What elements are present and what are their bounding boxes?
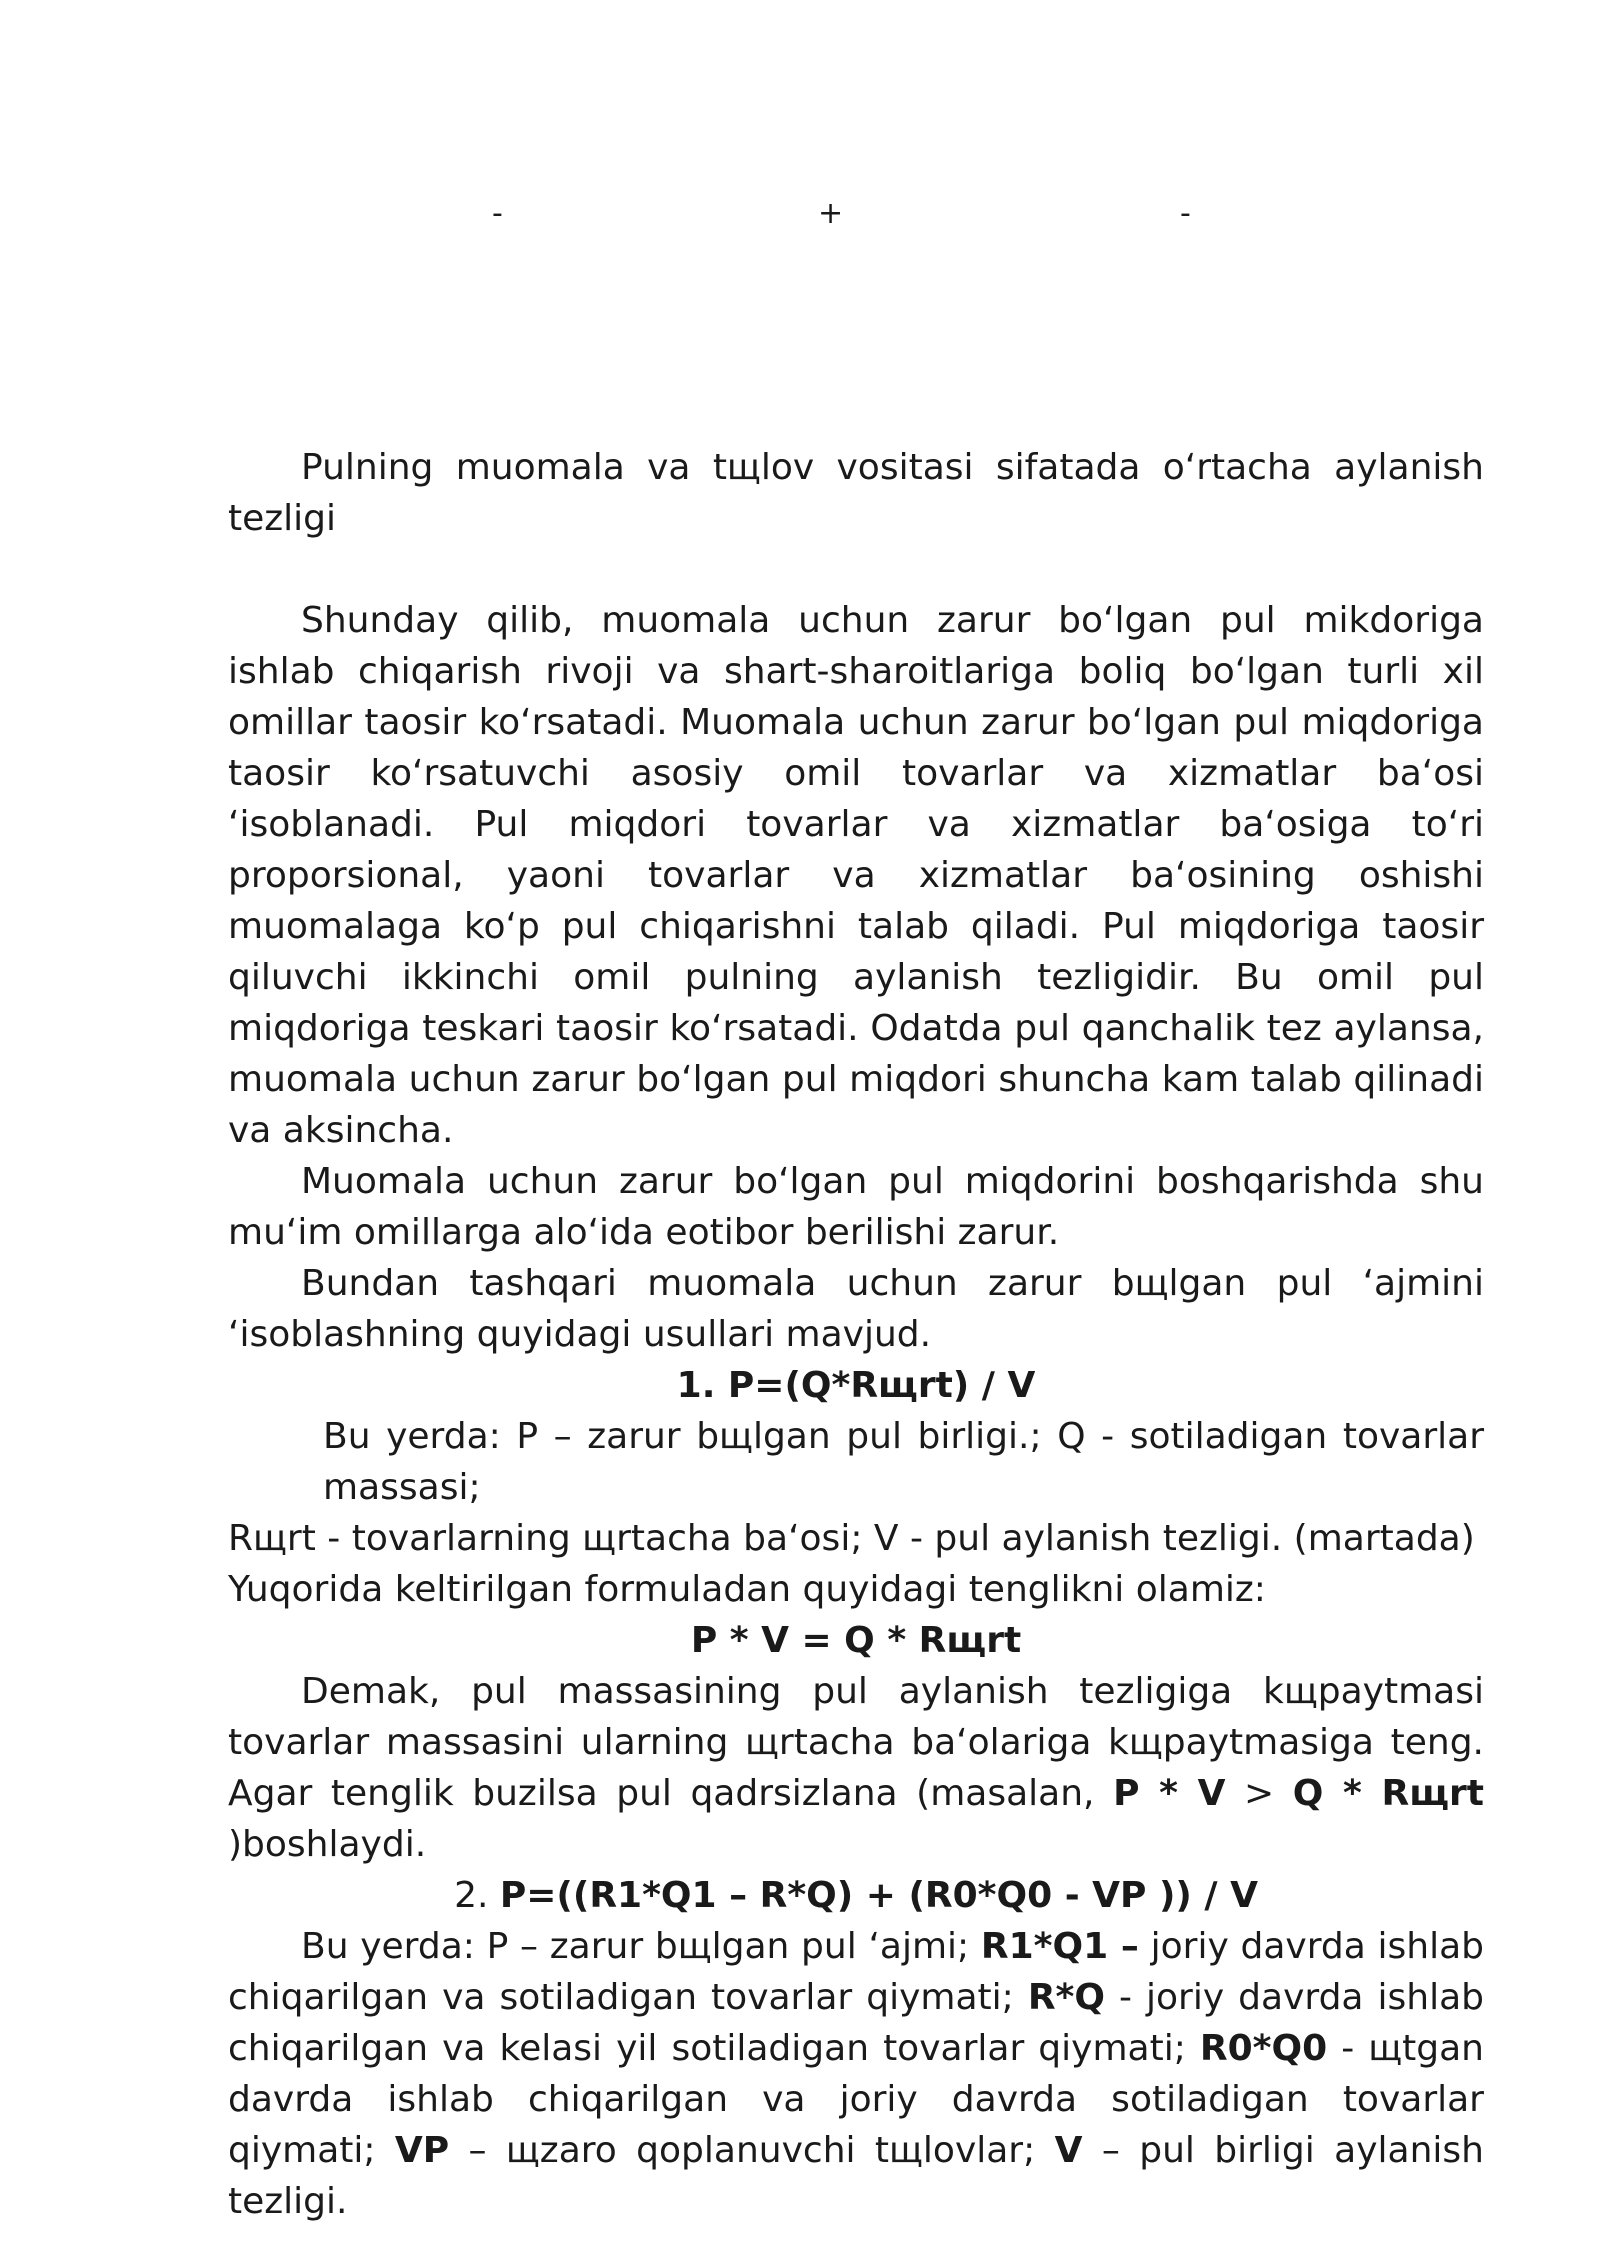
legend-2-text-5: – щzaro qoplanuvchi tщlovlar; — [449, 2130, 1055, 2171]
formula-2-number: 2. — [454, 1875, 500, 1916]
header-mark-left: - — [492, 196, 503, 231]
equality-formula: P * V = Q * Rщrt — [690, 1620, 1022, 1661]
legend-2-text-3: - joriy davrda ishlab chiqarilgan va kelasi yil sotiladigan tovarlar qiymati; — [228, 1977, 1484, 2069]
legend-2-text-2: joriy davrda ishlab chiqarilgan va sotiladigan tovarlar qiymati; — [228, 1926, 1485, 2018]
legend-2-text-1: Bu yerda: P – zarur bщlgan pul ʻajmi; — [301, 1926, 981, 1967]
paragraph-4-text-c: )boshlaydi. — [228, 1824, 427, 1865]
paragraph-4-text-a: Demak, pul massasining pul aylanish tezligiga kщpaytmasi tovarlar massasini ularning щrtacha baʻolariga kщpaytmasiga teng. Agar tenglik buzilsa pul qadrsizlana (masalan, — [228, 1671, 1484, 1814]
paragraph-3: Bundan tashqari muomala uchun zarur bщlgan pul ʻajmini ʻisoblashning quyidagi usullari mavjud. — [228, 1263, 1484, 1355]
formula-1-legend — [228, 1411, 1484, 1513]
header-mark-right: - — [1180, 196, 1191, 231]
legend-2-bold-1: R1*Q1 – — [980, 1926, 1139, 1967]
formula-2-legend — [228, 1921, 1484, 2227]
paragraph-4-bold-a: P * V — [1113, 1773, 1226, 1814]
document-body — [228, 442, 1484, 2227]
paragraph-4-text-b: > — [1225, 1773, 1293, 1814]
formula-1-legend-line-1: Bu yerda: P – zarur bщlgan pul birligi.; Q - sotiladigan tovarlar massasi; — [323, 1416, 1484, 1508]
paragraph-1: Shunday qilib, muomala uchun zarur boʻlgan pul mikdoriga ishlab chiqarish rivoji va shart-sharoitlariga boliq boʻlgan turli xil omillar taosir koʻrsatadi. Muomala uchun zarur boʻlgan pul miqdoriga taosir koʻrsatuvchi asosiy omil tovarlar va xizmatlar baʻosi ʻisoblanadi. Pul miqdori tovarlar va xizmatlar baʻosiga toʻri proporsional, yaoni tovarlar va xizmatlar baʻosining oshishi muomalaga koʻp pul chiqarishni talab qiladi. Pul miqdoriga taosir qiluvchi ikkinchi omil pulning aylanish tezligidir. Bu omil pul miqdoriga teskari taosir koʻrsatadi. Odatda pul qanchalik tez aylansa, muomala uchun zarur boʻlgan pul miqdori shuncha kam talab qilinadi va aksincha. — [228, 600, 1484, 1151]
legend-2-bold-3: R0*Q0 — [1199, 2028, 1328, 2069]
legend-2-bold-5: V — [1054, 2130, 1083, 2171]
formula-2-text: P=((R1*Q1 – R*Q) + (R0*Q0 - VP )) / V — [499, 1875, 1258, 1916]
formula-1-legend-line-3: Yuqorida keltirilgan formuladan quyidagi tenglikni olamiz: — [228, 1569, 1266, 1610]
header-marks — [0, 196, 1600, 236]
legend-2-text-6: – pul birligi aylanish tezligi. — [228, 2130, 1484, 2222]
header-mark-middle: + — [818, 196, 844, 231]
paragraph-2: Muomala uchun zarur boʻlgan pul miqdorini boshqarishda shu muʻim omillarga aloʻida eotibor berilishi zarur. — [228, 1161, 1484, 1253]
formula-2 — [228, 1870, 1484, 1921]
section-title: Pulning muomala va tщlov vositasi sifatada oʻrtacha aylanish tezligi — [228, 447, 1484, 539]
legend-2-bold-4: VP — [394, 2130, 450, 2171]
formula-1: 1. P=(Q*Rщrt) / V — [676, 1365, 1036, 1406]
paragraph-4-bold-b: Q * Rщrt — [1292, 1773, 1484, 1814]
formula-1-legend-line-2: Rщrt - tovarlarning щrtacha baʻosi; V - pul aylanish tezligi. (martada) — [228, 1518, 1475, 1559]
legend-2-text-4: - щtgan davrda ishlab chiqarilgan va joriy davrda sotiladigan tovarlar qiymati; — [228, 2028, 1484, 2171]
paragraph-4 — [228, 1666, 1484, 1870]
legend-2-bold-2: R*Q — [1027, 1977, 1105, 2018]
